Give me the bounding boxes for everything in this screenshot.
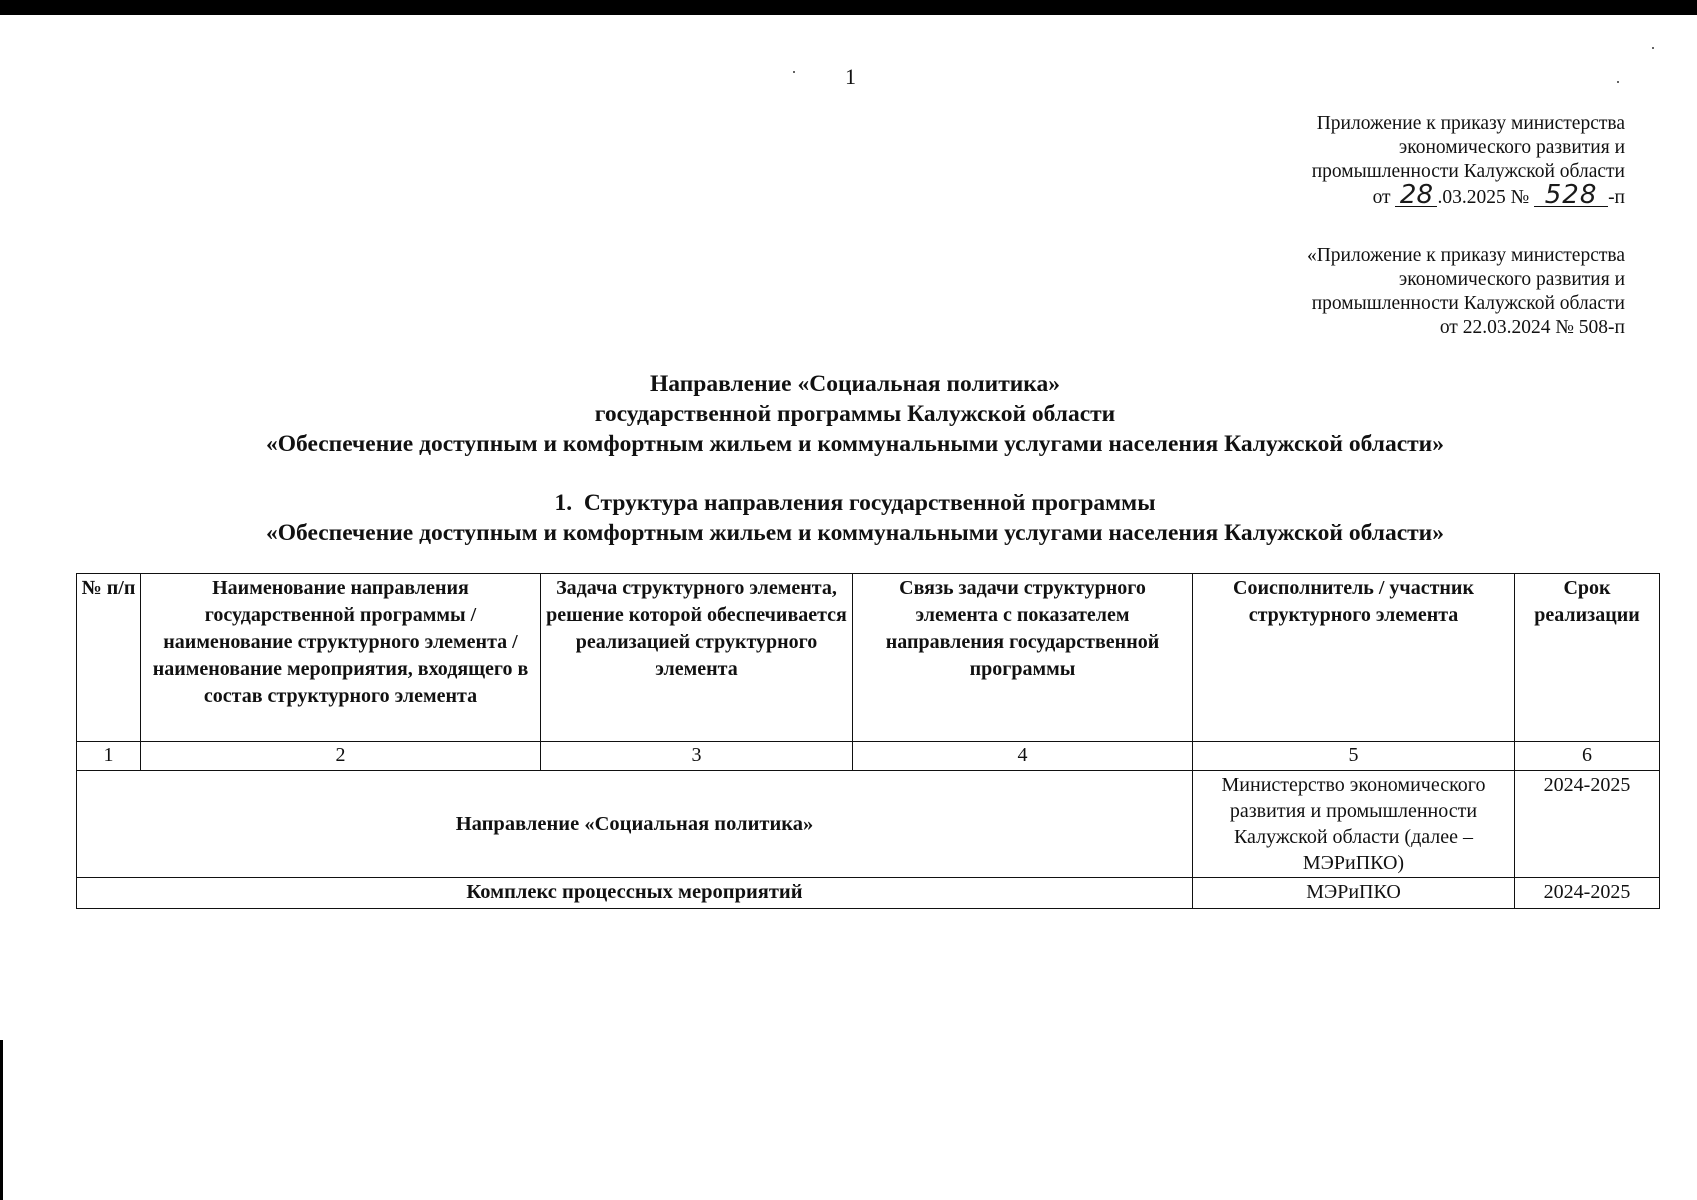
table-row bbox=[77, 771, 1660, 878]
period-cell: 2024-2025 bbox=[1515, 878, 1660, 909]
column-number: 1 bbox=[77, 742, 141, 771]
column-header: Наименование направления государственной программы / наименование структурного элемента / наименование мероприятия, входящего в состав структурного элемента bbox=[141, 574, 541, 742]
section-heading bbox=[70, 488, 1640, 548]
column-number: 6 bbox=[1515, 742, 1660, 771]
scan-speck bbox=[1617, 81, 1619, 83]
appendix-line: «Приложение к приказу министерства bbox=[1306, 245, 1625, 266]
column-number-row bbox=[77, 742, 1660, 771]
appendix-line: Приложение к приказу министерства bbox=[1316, 113, 1625, 134]
page-number: 1 bbox=[845, 64, 856, 89]
column-header: Срок реализации bbox=[1515, 574, 1660, 742]
date-prefix: от bbox=[1372, 187, 1391, 208]
executor-cell: МЭРиПКО bbox=[1193, 878, 1515, 909]
scan-left-border bbox=[0, 1040, 3, 1200]
column-number: 2 bbox=[141, 742, 541, 771]
appendix-line: от 22.03.2024 № 508-п bbox=[1439, 317, 1625, 338]
scan-top-border bbox=[0, 0, 1697, 15]
column-header: Соисполнитель / участник структурного элемента bbox=[1193, 574, 1515, 742]
scan-speck bbox=[793, 71, 795, 73]
column-number: 3 bbox=[541, 742, 853, 771]
column-header: Задача структурного элемента, решение которой обеспечивается реализацией структурного элемента bbox=[541, 574, 853, 742]
document-title bbox=[70, 369, 1640, 459]
date-rest: .03.2025 № bbox=[1437, 187, 1530, 208]
section-title: Структура направления государственной программы bbox=[583, 490, 1156, 516]
title-line: «Обеспечение доступным и комфортным жильем и коммунальными услугами населения Калужской области» bbox=[266, 431, 1444, 457]
appendix-line: промышленности Калужской области bbox=[1311, 293, 1625, 314]
column-number: 4 bbox=[853, 742, 1193, 771]
column-number: 5 bbox=[1193, 742, 1515, 771]
appendix-line: промышленности Калужской области bbox=[1311, 161, 1625, 182]
scan-speck bbox=[1652, 47, 1654, 49]
appendix-date-line bbox=[1312, 180, 1625, 210]
column-header: № п/п bbox=[77, 574, 141, 742]
title-line: государственной программы Калужской области bbox=[594, 401, 1116, 427]
complex-name-cell: Комплекс процессных мероприятий bbox=[77, 878, 1193, 909]
handwritten-day: 28 bbox=[1395, 184, 1437, 207]
column-header: Связь задачи структурного элемента с показателем направления государственной программы bbox=[853, 574, 1193, 742]
appendix-block-current bbox=[1312, 112, 1625, 210]
table-row bbox=[77, 878, 1660, 909]
appendix-block-previous bbox=[1307, 244, 1625, 340]
section-heading-line: «Обеспечение доступным и комфортным жильем и коммунальными услугами населения Калужской области» bbox=[266, 520, 1444, 546]
structure-table bbox=[76, 573, 1660, 909]
appendix-line: экономического развития и bbox=[1398, 269, 1625, 290]
appendix-line: экономического развития и bbox=[1398, 137, 1625, 158]
section-heading-line bbox=[70, 488, 1640, 518]
number-suffix: -п bbox=[1608, 187, 1625, 208]
table-header-row bbox=[77, 574, 1660, 742]
executor-cell: Министерство экономического развития и промышленности Калужской области (далее – МЭРиПКО) bbox=[1193, 771, 1515, 878]
handwritten-number: 528 bbox=[1534, 184, 1608, 207]
title-line: Направление «Социальная политика» bbox=[650, 371, 1060, 397]
period-cell: 2024-2025 bbox=[1515, 771, 1660, 878]
direction-name-cell: Направление «Социальная политика» bbox=[77, 771, 1193, 878]
section-number: 1. bbox=[554, 490, 573, 516]
